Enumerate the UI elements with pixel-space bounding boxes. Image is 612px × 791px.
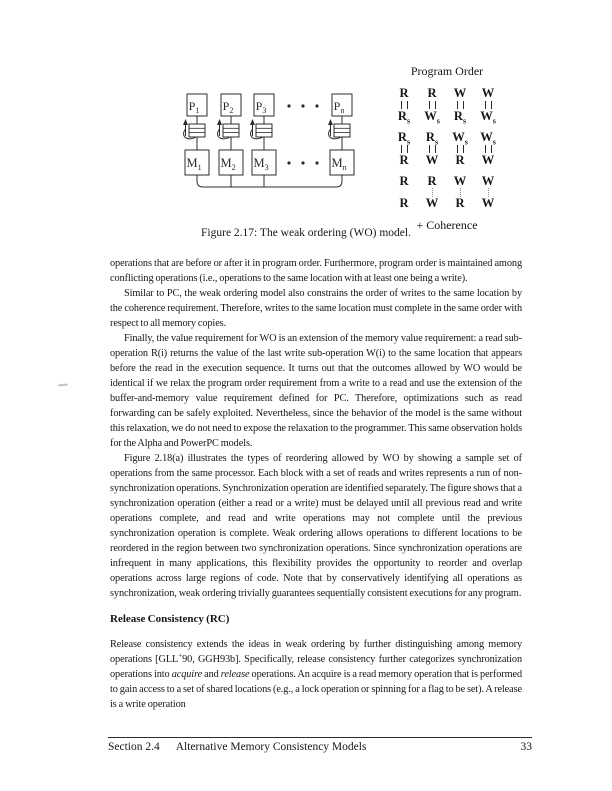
write-buffer-icon xyxy=(183,119,205,139)
operation-token: $R_s$ xyxy=(397,130,411,147)
paragraph-segment: operations. An acquire is a read memory operation that is performed to gain access to a set of shared locations (e.g., a lock operation or spinning for a flag to be set). A release is a write operation xyxy=(110,669,522,710)
program-order-group xyxy=(388,131,506,167)
operation-token: W xyxy=(481,86,495,100)
paragraph: operations that are before or after it in program order. Furthermore, program order is maintained among conflicting operations (i.e., operations to the same location with at least one being a write). xyxy=(110,258,522,284)
program-order-group xyxy=(388,175,506,210)
wo-model-diagram xyxy=(172,84,372,202)
page-number: 33 xyxy=(520,741,532,753)
section-heading: Release Consistency (RC) xyxy=(110,613,230,625)
memory-label: $M_1$ xyxy=(186,156,202,172)
order-connector xyxy=(429,101,436,109)
operation-token: W xyxy=(425,153,439,167)
operation-token: W xyxy=(481,174,495,188)
order-connector xyxy=(401,145,408,153)
operation-token: R xyxy=(427,174,437,188)
paragraph-segment: Release consistency extends the ideas in weak ordering by further distinguishing among memory operations [GLL xyxy=(110,639,522,665)
operation-token: R xyxy=(399,174,409,188)
figure-caption: Figure 2.17: The weak ordering (WO) model. xyxy=(201,227,411,239)
processor-memory-column xyxy=(217,94,243,175)
order-connector xyxy=(485,145,492,153)
write-buffer-icon xyxy=(217,119,239,139)
ellipsis-dots xyxy=(315,161,318,164)
footer-section: Section 2.4 xyxy=(108,741,160,753)
operation-token: W xyxy=(481,196,495,210)
operation-token: $R_s$ xyxy=(453,109,467,126)
operation-token: $R_s$ xyxy=(425,130,439,147)
operation-token: W xyxy=(425,196,439,210)
operation-token: R xyxy=(455,196,465,210)
paragraph: Finally, the value requirement for WO is an extension of the memory value requirement: a read sub-operation R(i) returns the value of the last write sub-operation W(i) to the same location that appears before the read in the execution sequence. It turns out that the outcomes allowed by WO would be identical if we relax the program order requirement from a write to a read and use the extension of the buffer-and-memory value requirement defined for PC. Therefore, optimizations such as read forwarding can be safely exploited. Nevertheless, since the behavior of the model is the same without this relaxation, we do not need to expose the relaxation to the programmer. This same observation holds for the Alpha and PowerPC models. xyxy=(110,333,522,449)
ellipsis-dots xyxy=(301,161,304,164)
write-buffer-icon xyxy=(250,119,272,139)
order-connector xyxy=(485,101,492,109)
order-connector xyxy=(429,145,436,153)
program-order-group xyxy=(388,86,506,126)
coherence-label: + Coherence xyxy=(416,218,478,232)
memory-label: $M_2$ xyxy=(220,156,236,172)
paragraph: Figure 2.18(a) illustrates the types of reordering allowed by WO by showing a sample set of operations from the same processor. Each block with a set of reads and writes represents a run of non-synchronization operations. Synchronization operation are identified separately. The figure shows that a synchronization operation (either a read or a write) must be delayed until all previous read and write operations complete, and read and write operations may not complete until the previous synchronization operation is complete. Weak ordering allows operations to different locations to be reordered in the region between two synchronization operations. Since synchronization operations are infrequent in many applications, this flexibility provides the opportunity to reorder and overlap operations across large regions of code. Note that by conservatively identifying all operations as synchronization, weak ordering trivially guarantees sequentially consistent executions for any program. xyxy=(110,453,522,599)
operation-token: $W_s$ xyxy=(480,109,496,126)
operation-token: $W_s$ xyxy=(452,130,468,147)
processor-memory-column xyxy=(183,94,209,175)
footer-chapter-title: Alternative Memory Consistency Models xyxy=(175,741,367,753)
operation-token: W xyxy=(453,86,467,100)
operation-token: $W_s$ xyxy=(424,109,440,126)
processor-label: $P_2$ xyxy=(222,99,234,115)
scan-margin-mark xyxy=(58,383,68,386)
operation-token: W xyxy=(453,174,467,188)
paragraph-segment: acquire xyxy=(171,669,203,680)
ellipsis-dots xyxy=(301,104,304,107)
ellipsis-dots xyxy=(315,104,318,107)
body-text xyxy=(110,256,522,712)
operation-token: R xyxy=(399,196,409,210)
operation-token: R xyxy=(399,86,409,100)
paragraph-segment: release xyxy=(220,669,250,680)
processor-label: $P_n$ xyxy=(333,99,345,115)
order-connector xyxy=(401,101,408,109)
operation-token: R xyxy=(427,86,437,100)
operation-token: R xyxy=(399,153,409,167)
interconnect-bus xyxy=(197,175,342,187)
operation-token: W xyxy=(481,153,495,167)
ellipsis-dots xyxy=(287,104,290,107)
order-connector xyxy=(457,101,464,109)
order-connector xyxy=(457,145,464,153)
program-order-title: Program Order xyxy=(410,64,484,78)
memory-label: $M_3$ xyxy=(253,156,269,172)
paragraph: Similar to PC, the weak ordering model also constrains the order of writes to the same location by the coherence requirement. Therefore, writes to the same location must complete in the same order with respect to all memory copies. xyxy=(110,288,522,329)
program-order-groups xyxy=(388,87,506,210)
memory-label: $M_n$ xyxy=(331,156,347,172)
operation-token: $W_s$ xyxy=(480,130,496,147)
processor-memory-column xyxy=(250,94,276,175)
ellipsis-dots xyxy=(287,161,290,164)
processor-label: $P_3$ xyxy=(255,99,267,115)
figure-2-17 xyxy=(0,0,612,250)
processor-label: $P_1$ xyxy=(188,99,200,115)
operation-token: $R_s$ xyxy=(397,109,411,126)
paragraph xyxy=(110,637,522,712)
page-footer xyxy=(108,737,532,753)
operation-token: R xyxy=(455,153,465,167)
processor-memory-column xyxy=(328,94,354,175)
paragraph-segment: + xyxy=(178,651,183,660)
paragraph-segment: and xyxy=(202,669,221,680)
paragraph-segment: 90, GGH93b]. Specifically, release consistency further categorizes synchronization operations into xyxy=(110,654,522,680)
program-order-panel xyxy=(388,64,506,233)
write-buffer-icon xyxy=(328,119,350,139)
